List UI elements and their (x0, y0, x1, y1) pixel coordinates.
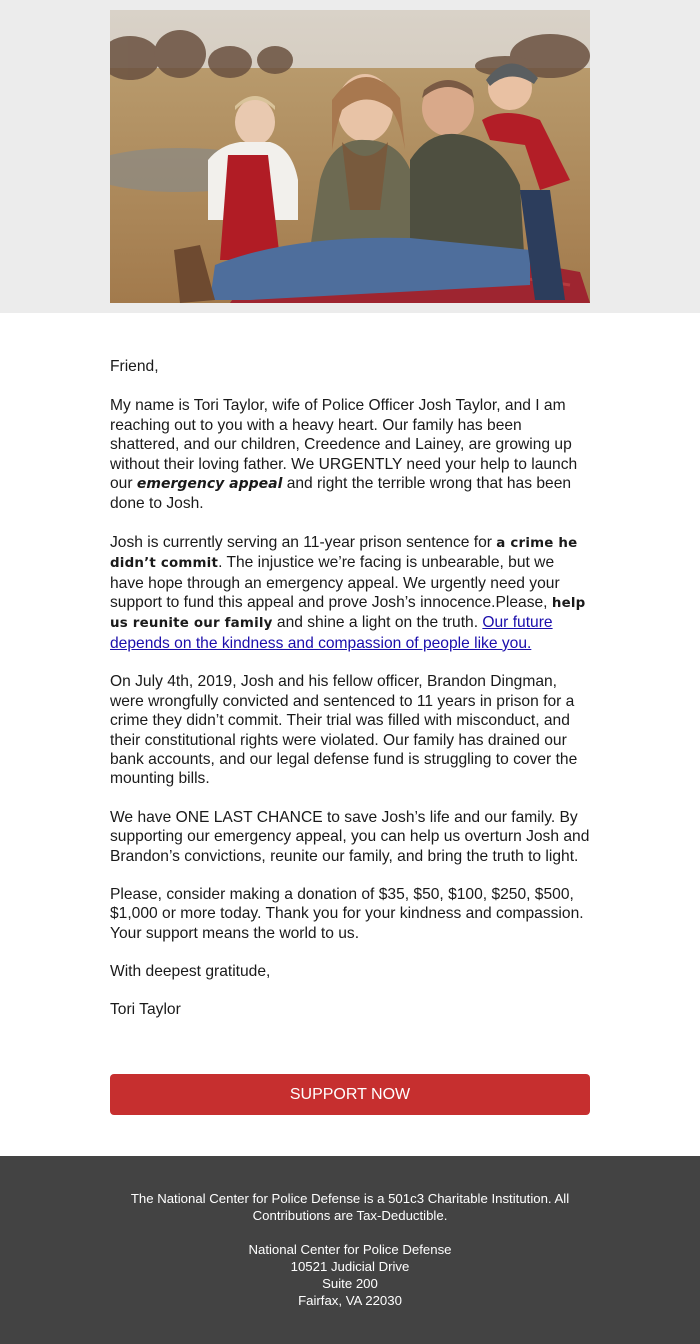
letter-paragraph-5: Please, consider making a donation of $35, $50, $100, $250, $500, $1,000 or more today. Thank you for your kindness and compassion. Your support means the world to us. (110, 885, 584, 942)
footer-street: 10521 Judicial Drive (290, 1259, 410, 1274)
p2-emphasis-1: a crime he didn’t commit (110, 535, 578, 572)
p2-text-c: and shine a light on the truth. (272, 614, 483, 632)
footer-tax-notice: The National Center for Police Defense is a 501c3 Charitable Institution. All Contributions are Tax-Deductible. (130, 1191, 570, 1223)
letter-closing: With deepest gratitude, (110, 963, 271, 981)
footer-org-name: National Center for Police Defense (248, 1242, 452, 1257)
p2-emphasis-2: help us reunite our family (110, 596, 586, 632)
footer-city: Fairfax, VA 22030 (298, 1293, 402, 1308)
p1-text-a: My name is Tori Taylor, wife of Police Officer Josh Taylor, and I am reaching out to you with a heavy heart. Our family has been shattered, and our children, Creedence and Lainey, are growing up without their loving father. We URGENTLY need your help to launch our (110, 397, 578, 493)
p1-emphasis: emergency appeal (136, 476, 283, 493)
letter-paragraph-4: We have ONE LAST CHANCE to save Josh’s life and our family. By supporting our emergency appeal, you can help us overturn Josh and Brandon’s convictions, reunite our family, and bring the truth to light. (110, 808, 590, 865)
letter-signature: Tori Taylor (110, 1000, 181, 1018)
letter-body (110, 357, 592, 1019)
footer-suite: Suite 200 (322, 1276, 378, 1291)
p1-text-b: and right the terrible wrong that has been done to Josh. (110, 475, 572, 513)
hero-band (0, 0, 700, 313)
letter-paragraph-3: On July 4th, 2019, Josh and his fellow officer, Brandon Dingman, were wrongfully convicted and sentenced to 11 years in prison for a crime they didn’t commit. Their trial was filled with misconduct, and their constitutional rights were violated. Our family has drained our bank accounts, and our legal defense fund is struggling to cover the mounting bills. (110, 673, 578, 788)
letter-greeting: Friend, (110, 358, 159, 375)
footer-address (0, 1241, 700, 1309)
letter-paragraph-1 (110, 396, 592, 513)
hero-family-photo (110, 10, 590, 303)
letter-paragraph-2 (110, 533, 592, 653)
footer (0, 1156, 700, 1344)
p2-text-a: Josh is currently serving an 11-year prison sentence for (110, 533, 497, 551)
p2-text-b: . The injustice we’re facing is unbearable, but we have hope through an emergency appeal. We urgently need your support to fund this appeal and prove Josh’s innocence.Please, (110, 554, 560, 612)
future-depends-link[interactable]: Our future depends on the kindness and compassion of people like you. (110, 614, 553, 652)
support-now-button[interactable]: SUPPORT NOW (110, 1074, 590, 1115)
